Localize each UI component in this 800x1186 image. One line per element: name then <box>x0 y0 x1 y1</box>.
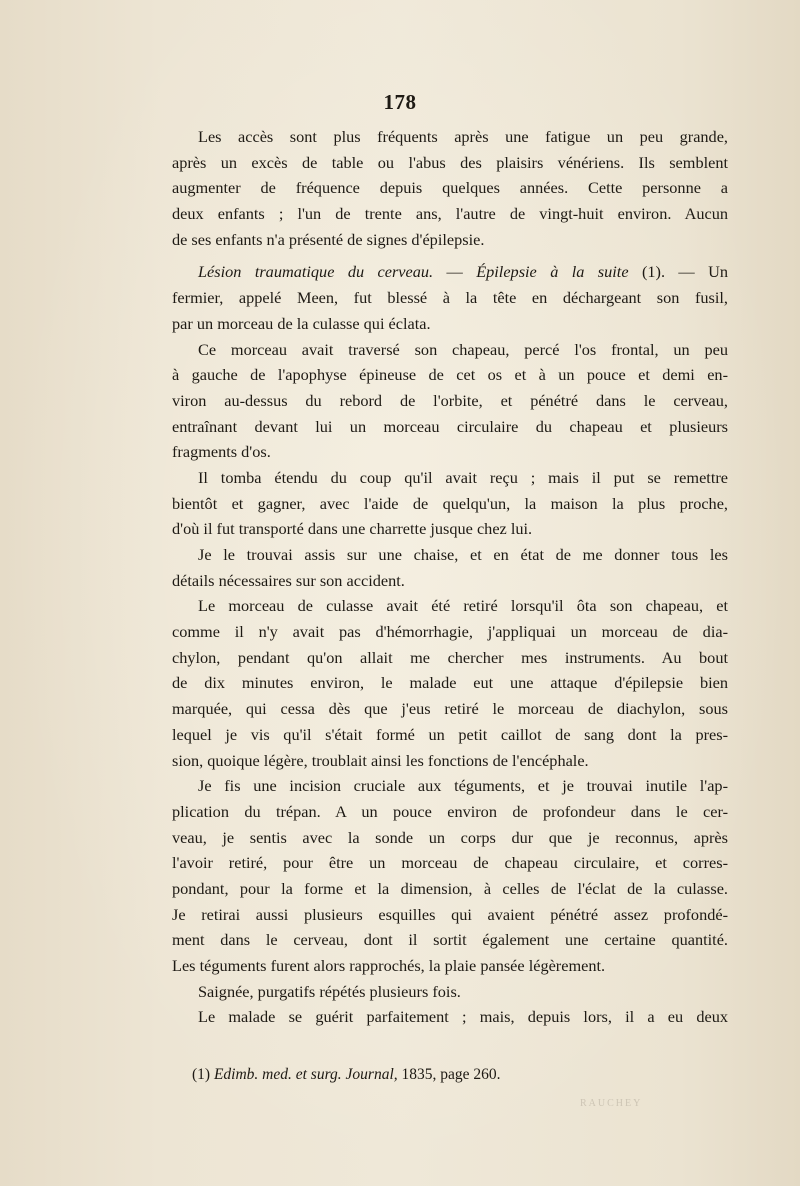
text-line: Je le trouvai assis sur une chaise, et en état de me donner tous les <box>198 545 728 564</box>
text-line: Je retirai aussi plusieurs esquilles qui avaient pénétré assez profondé- <box>172 904 728 924</box>
text-line: d'où il fut transporté dans une charrette jusque chez lui. <box>172 519 533 539</box>
text-line: sion, quoique légère, troublait ainsi les fonctions de l'encéphale. <box>172 750 589 770</box>
text-line: de ses enfants n'a présenté de signes d'épilepsie. <box>172 229 485 249</box>
section-subtitle: Épilepsie à la suite <box>476 262 629 282</box>
text-line: Je fis une incision cruciale aux téguments, et je trouvai inutile l'ap- <box>198 776 728 796</box>
text-line: comme il n'y avait pas d'hémorrhagie, j'appliquai un morceau de dia- <box>172 622 728 642</box>
text-line: à gauche de l'apophyse épineuse de cet os et à un pouce et demi en- <box>172 365 728 385</box>
text-line: bientôt et gagner, avec l'aide de quelqu'un, la maison la plus proche, <box>172 493 728 513</box>
text-line: marquée, qui cessa dès que j'eus retiré le morceau de diachylon, sous <box>172 699 728 719</box>
text-line: augmenter de fréquence depuis quelques années. Cette personne a <box>172 178 728 198</box>
text-line: ment dans le cerveau, dont il sortit également une certaine quantité. <box>172 930 728 950</box>
text-line: Les téguments furent alors rapprochés, la plaie pansée légèrement. <box>172 956 606 975</box>
text-line: fragments d'os. <box>172 442 271 462</box>
text-line: lequel je vis qu'il s'était formé un petit caillot de sang dont la pres- <box>172 724 728 744</box>
page-number: 178 <box>383 90 417 114</box>
text-line: Ce morceau avait traversé son chapeau, percé l'os frontal, un peu <box>198 339 728 359</box>
text-line: par un morceau de la culasse qui éclata. <box>172 313 431 333</box>
text-line: deux enfants ; l'un de trente ans, l'autre de vingt-huit environ. Aucun <box>172 204 728 224</box>
text-line: de dix minutes environ, le malade eut une attaque d'épilepsie bien <box>172 673 728 693</box>
text-line: Le morceau de culasse avait été retiré lorsqu'il ôta son chapeau, et <box>198 596 728 616</box>
bleed-through-text: RAUCHEY <box>580 1098 643 1109</box>
text-line: viron au-dessus du rebord de l'orbite, et pénétré dans le cerveau, <box>172 390 728 410</box>
text-line: détails nécessaires sur son accident. <box>172 570 405 590</box>
text-line: Les accès sont plus fréquents après une fatigue un peu grande, <box>198 127 728 146</box>
body-text <box>172 124 728 1030</box>
footnote-mark: (1) <box>192 1066 211 1083</box>
text-line: entraînant devant lui un morceau circulaire du chapeau et plusieurs <box>172 416 728 436</box>
footnote <box>192 1066 501 1084</box>
text-line: pondant, pour la forme et la dimension, à celles de l'éclat de la culasse. <box>172 878 728 898</box>
text-line: Le malade se guérit parfaitement ; mais, depuis lors, il a eu deux <box>198 1007 728 1027</box>
text-line: Saignée, purgatifs répétés plusieurs fois. <box>198 981 461 1001</box>
text-line: plication du trépan. A un pouce environ de profondeur dans le cer- <box>172 801 728 821</box>
text-line: fermier, appelé Meen, fut blessé à la tête en déchargeant son fusil, <box>172 288 728 308</box>
section-heading-line <box>172 259 728 285</box>
text-line: veau, je sentis avec la sonde un corps dur que je reconnus, après <box>172 827 728 847</box>
text-line: Il tomba étendu du coup qu'il avait reçu ; mais il put se remettre <box>198 467 728 487</box>
footnote-reference: (1). — Un <box>628 262 729 282</box>
footnote-source: Edimb. med. et surg. Journal, <box>213 1066 398 1083</box>
text-line: l'avoir retiré, pour être un morceau de chapeau circulaire, et corres- <box>172 853 728 873</box>
text-line: après un excès de table ou l'abus des plaisirs vénériens. Ils semblent <box>172 152 728 172</box>
section-title: Lésion traumatique du cerveau. <box>198 262 434 282</box>
text-line: chylon, pendant qu'on allait me chercher mes instruments. Au bout <box>172 647 728 667</box>
footnote-citation: 1835, page 260. <box>397 1066 501 1083</box>
heading-dash: — <box>433 262 477 282</box>
